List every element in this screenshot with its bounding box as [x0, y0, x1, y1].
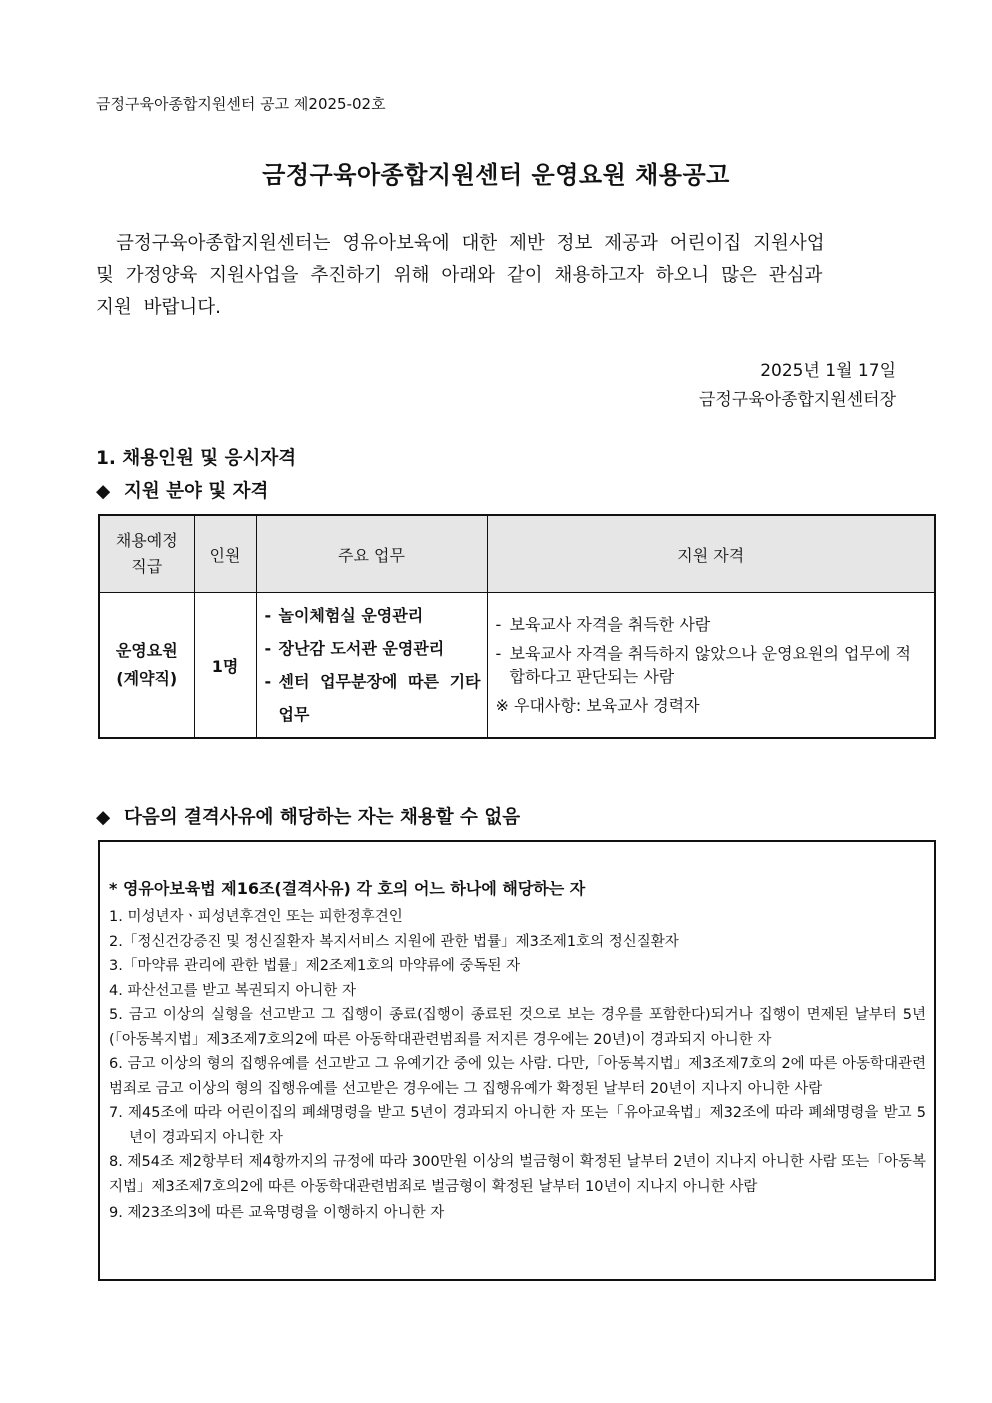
- signer: 금정구육아종합지원센터장: [698, 390, 896, 410]
- section-heading: 1. 채용인원 및 응시자격: [96, 448, 297, 469]
- recruitment-table: [98, 514, 936, 739]
- duties-cell: [256, 593, 487, 739]
- bullet: -: [495, 644, 502, 663]
- position-type: (계약직): [116, 669, 178, 688]
- disqualification-box: [98, 840, 936, 1281]
- list-item: 7. 제45조에 따라 어린이집의 폐쇄명령을 받고 5년이 경과되지 아니한 자 또는「유아교육법」제32조에 따라 폐쇄명령을 받고 5년이 경과되지 아니한 자: [109, 1105, 926, 1146]
- subsection-heading: [96, 477, 268, 503]
- duty-item: - 놀이체험실 운영관리: [265, 599, 481, 632]
- column-header: 채용예정 직급: [99, 515, 194, 593]
- list-item: 2.「정신건강증진 및 정신질환자 복지서비스 지원에 관한 법률」제3조제1호의 정신질환자: [109, 933, 679, 950]
- subsection-heading: [96, 803, 520, 829]
- list-item: 4. 파산선고를 받고 복권되지 아니한 자: [109, 982, 356, 999]
- bullet: -: [264, 672, 272, 691]
- list-item: 3.「마약류 관리에 관한 법률」제2조제1호의 마약류에 중독된 자: [109, 958, 521, 974]
- notice-number: 금정구육아종합지원센터 공고 제2025-02호: [96, 95, 386, 113]
- diamond-icon: ◆: [96, 481, 111, 502]
- box-heading: * 영유아보육법 제16조(결격사유) 각 호의 어느 하나에 해당하는 자: [109, 879, 586, 898]
- column-header: 지원 자격: [487, 515, 935, 593]
- qualification-item: - 보육교사 자격을 취득하지 않았으나 운영요원의 업무에 적합하다고 판단되는 사람: [495, 644, 911, 686]
- diamond-icon: ◆: [96, 807, 111, 828]
- intro-line: 및 가정양육 지원사업을 추진하기 위해 아래와 같이 채용하고자 하오니 많은 관심과: [96, 265, 823, 286]
- notice-date: 2025년 1월 17일: [760, 361, 896, 381]
- subsection-heading-text: 다음의 결격사유에 해당하는 자는 채용할 수 없음: [124, 807, 521, 828]
- qualifications-cell: [487, 593, 935, 739]
- column-header: 인원: [194, 515, 256, 593]
- bullet: -: [495, 615, 502, 634]
- table-header-row: [99, 515, 935, 593]
- list-item: 8. 제54조 제2항부터 제4항까지의 규정에 따라 300만원 이상의 벌금형이 확정된 날부터 2년이 지나지 아니한 사람 또는「아동복지법」제3조제7호의2에 따른 아동학대관련범죄로 벌금형이 확정된 날부터 10년이 지나지 아니한 사람: [109, 1154, 926, 1195]
- headcount-cell: 1명: [194, 593, 256, 739]
- list-item: 1. 미성년자ㆍ피성년후견인 또는 피한정후견인: [109, 909, 403, 925]
- table-row: [99, 593, 935, 739]
- preference-note: ※ 우대사항: 보육교사 경력자: [495, 696, 700, 715]
- subsection-heading-text: 지원 분야 및 자격: [124, 481, 269, 502]
- page-title: 금정구육아종합지원센터 운영요원 채용공고: [262, 161, 730, 189]
- duty-item: - 장난감 도서관 운영관리: [265, 632, 481, 665]
- intro-line: 지원 바랍니다.: [96, 297, 221, 318]
- column-header: 주요 업무: [256, 515, 487, 593]
- bullet: -: [264, 606, 272, 625]
- intro-paragraph: [96, 228, 896, 324]
- position-cell: [99, 593, 194, 739]
- qualification-item: - 보육교사 자격을 취득한 사람: [495, 615, 711, 634]
- bullet: -: [264, 639, 272, 658]
- position-name: 운영요원: [115, 641, 178, 660]
- list-item: 9. 제23조의3에 따른 교육명령을 이행하지 아니한 자: [109, 1205, 445, 1221]
- list-item: 5. 금고 이상의 실형을 선고받고 그 집행이 종료(집행이 종료된 것으로 보는 경우를 포함한다)되거나 집행이 면제된 날부터 5년(「아동복지법」제3조제7호의2에 따른 아동학대관련범죄를 저지른 경우에는 20년)이 경과되지 아니한 자: [109, 1007, 926, 1048]
- duty-item: - 센터 업무분장에 따른 기타 업무: [265, 665, 481, 731]
- intro-line: 금정구육아종합지원센터는 영유아보육에 대한 제반 정보 제공과 어린이집 지원사업: [116, 233, 825, 254]
- list-item: 6. 금고 이상의 형의 집행유예를 선고받고 그 유예기간 중에 있는 사람. 다만,「아동복지법」제3조제7호의 2에 따른 아동학대관련범죄로 금고 이상의 형의 집행유예를 선고받은 경우에는 그 집행유예가 확정된 날부터 20년이 지나지 아니한 사람: [109, 1056, 926, 1097]
